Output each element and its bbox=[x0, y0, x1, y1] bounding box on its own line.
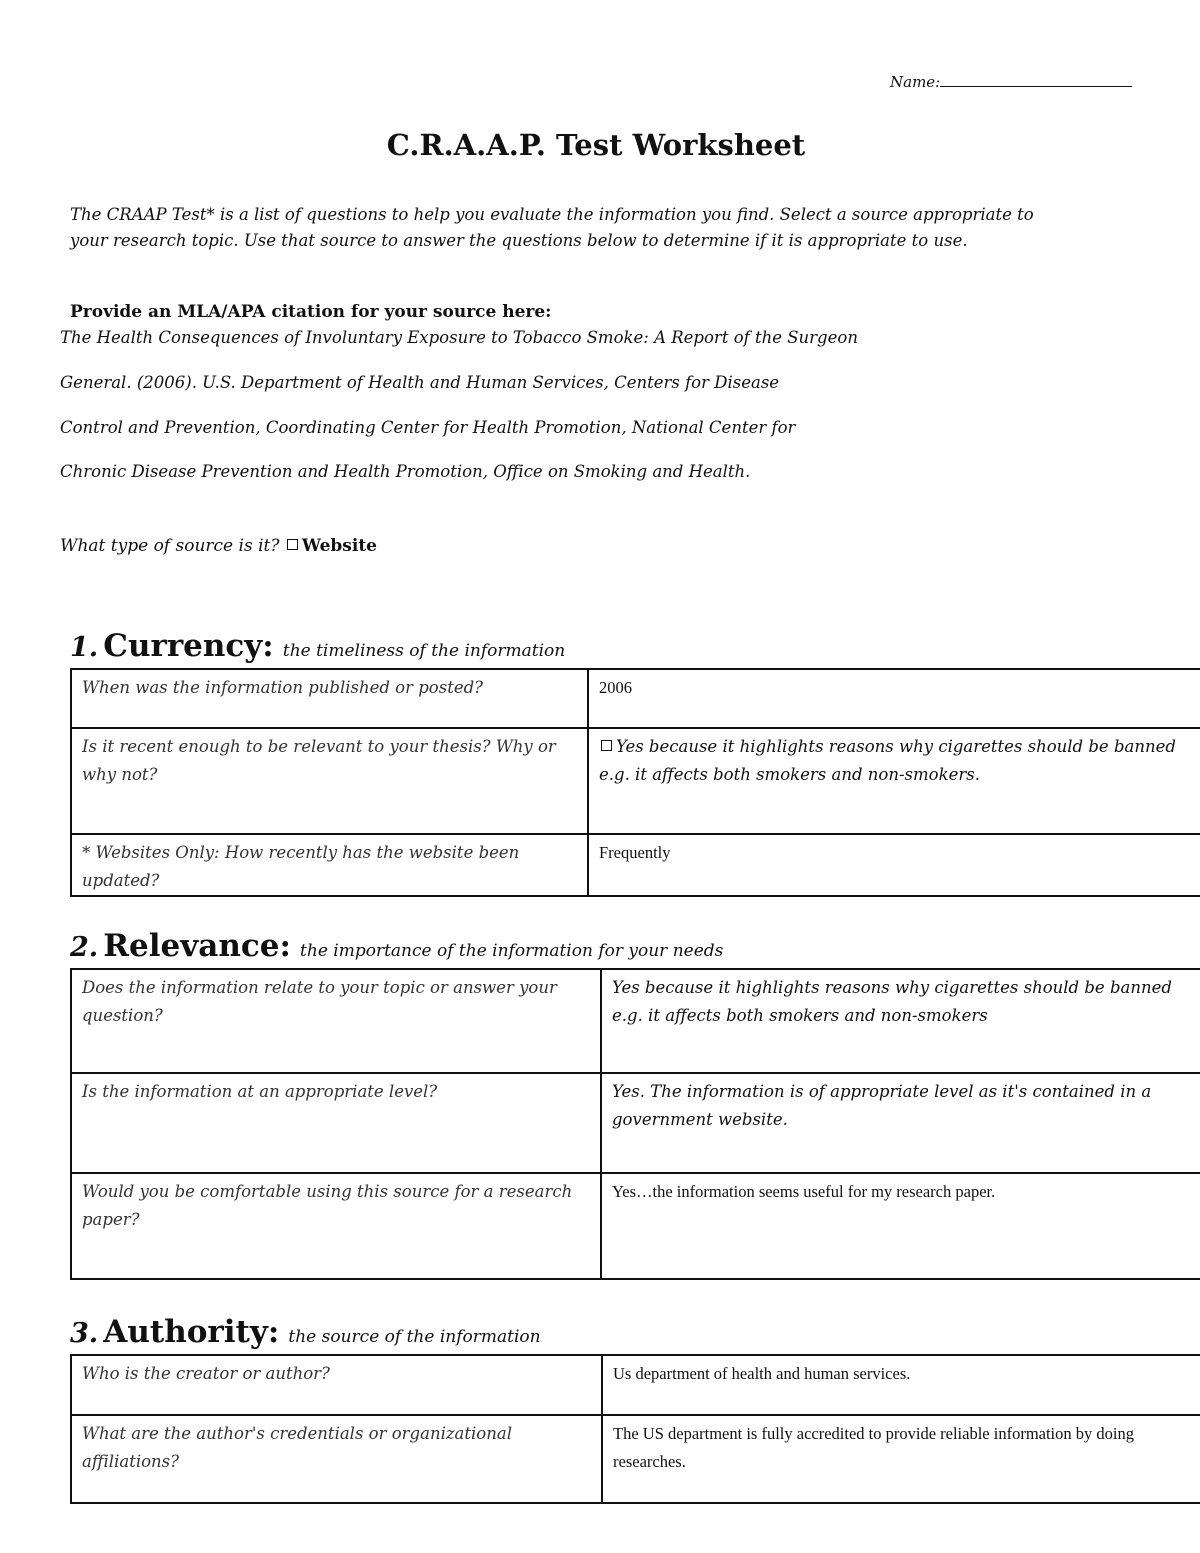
name-blank-line[interactable] bbox=[940, 72, 1132, 87]
answer-cell[interactable]: Yes. The information is of appropriate level as it's contained in a government website. bbox=[601, 1073, 1200, 1173]
question-cell: Does the information relate to your topic or answer your question? bbox=[71, 969, 601, 1073]
section-description: the importance of the information for your needs bbox=[300, 941, 724, 961]
section-name: Relevance: bbox=[103, 928, 291, 964]
table-row bbox=[71, 1415, 1200, 1503]
source-type-question: What type of source is it? bbox=[60, 536, 280, 556]
section-heading-authority bbox=[70, 1314, 541, 1350]
source-type-value: Website bbox=[301, 536, 377, 556]
page-title: C.R.A.A.P. Test Worksheet bbox=[386, 128, 806, 162]
answer-cell[interactable]: The US department is fully accredited to provide reliable information by doing researches. bbox=[602, 1415, 1200, 1503]
source-type-row bbox=[60, 536, 377, 556]
citation-line: General. (2006). U.S. Department of Health and Human Services, Centers for Disease bbox=[60, 373, 780, 392]
answer-cell[interactable]: Us department of health and human services. bbox=[602, 1355, 1200, 1415]
authority-table bbox=[70, 1354, 1200, 1504]
intro-text bbox=[70, 202, 1130, 254]
table-row bbox=[71, 969, 1200, 1073]
citation-line: The Health Consequences of Involuntary Exposure to Tobacco Smoke: A Report of the Surgeon bbox=[60, 328, 858, 347]
table-row bbox=[71, 669, 1200, 728]
answer-cell[interactable]: 2006 bbox=[588, 669, 1200, 728]
question-cell: Who is the creator or author? bbox=[71, 1355, 602, 1415]
name-field[interactable] bbox=[890, 72, 1132, 91]
citation-line: Control and Prevention, Coordinating Center for Health Promotion, National Center for bbox=[60, 418, 796, 437]
section-name: Currency: bbox=[103, 628, 274, 664]
question-cell: Would you be comfortable using this source for a research paper? bbox=[71, 1173, 601, 1279]
citation-label: Provide an MLA/APA citation for your source here: bbox=[70, 302, 552, 322]
answer-cell[interactable]: Yes…the information seems useful for my research paper. bbox=[601, 1173, 1200, 1279]
question-cell: Is it recent enough to be relevant to your thesis? Why or why not? bbox=[71, 728, 588, 834]
section-number: 3. bbox=[70, 1318, 99, 1349]
name-label: Name: bbox=[890, 73, 941, 91]
intro-line: The CRAAP Test* is a list of questions to help you evaluate the information you find. Select a source appropriate to bbox=[70, 205, 1034, 224]
section-name: Authority: bbox=[103, 1314, 280, 1350]
section-heading-relevance bbox=[70, 928, 723, 964]
checkbox-icon[interactable] bbox=[287, 539, 298, 550]
currency-table bbox=[70, 668, 1200, 897]
section-heading-currency bbox=[70, 628, 565, 664]
section-number: 2. bbox=[70, 932, 99, 963]
question-cell: What are the author's credentials or organizational affiliations? bbox=[71, 1415, 602, 1503]
answer-cell[interactable] bbox=[588, 728, 1200, 834]
answer-cell[interactable]: Yes because it highlights reasons why cigarettes should be banned e.g. it affects both smokers and non-smokers bbox=[601, 969, 1200, 1073]
intro-line: your research topic. Use that source to answer the questions below to determine if it is appropriate to use. bbox=[70, 231, 968, 250]
table-row bbox=[71, 1173, 1200, 1279]
question-cell: When was the information published or posted? bbox=[71, 669, 588, 728]
table-row bbox=[71, 1073, 1200, 1173]
citation-line: Chronic Disease Prevention and Health Promotion, Office on Smoking and Health. bbox=[60, 462, 751, 481]
answer-text: Yes because it highlights reasons why cigarettes should be banned e.g. it affects both smokers and non-smokers. bbox=[599, 737, 1176, 784]
table-row bbox=[71, 1355, 1200, 1415]
relevance-table bbox=[70, 968, 1200, 1280]
section-description: the source of the information bbox=[288, 1327, 541, 1347]
section-description: the timeliness of the information bbox=[282, 641, 566, 661]
question-cell: Is the information at an appropriate level? bbox=[71, 1073, 601, 1173]
answer-cell[interactable]: Frequently bbox=[588, 834, 1200, 896]
checkbox-icon[interactable] bbox=[601, 740, 612, 751]
section-number: 1. bbox=[70, 632, 99, 663]
table-row bbox=[71, 728, 1200, 834]
question-cell: * Websites Only: How recently has the website been updated? bbox=[71, 834, 588, 896]
table-row bbox=[71, 834, 1200, 896]
